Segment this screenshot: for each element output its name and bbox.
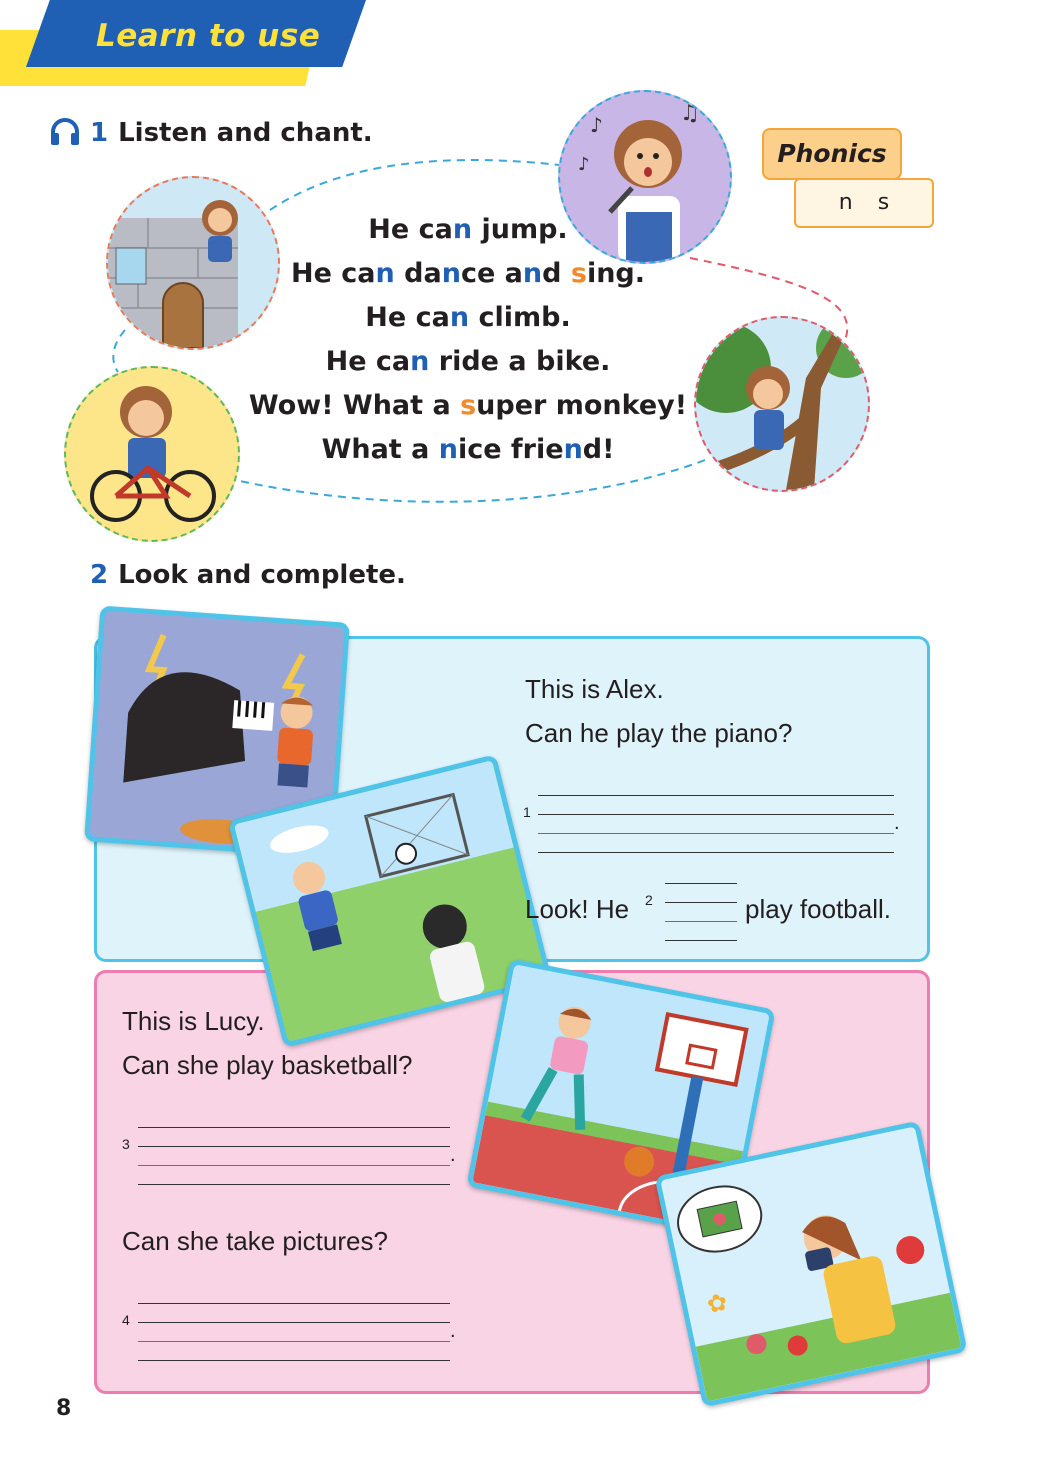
section1-number: 1 <box>90 118 109 148</box>
alex-intro: This is Alex. <box>525 674 664 704</box>
chant-line-3: He can climb. <box>365 302 571 333</box>
page-title: Learn to use <box>96 18 321 54</box>
answer-1-lines[interactable] <box>538 792 894 853</box>
answer-2-lines[interactable] <box>665 880 737 941</box>
lucy-question-pictures: Can she take pictures? <box>122 1226 388 1256</box>
chant-line-4: He can ride a bike. <box>325 346 611 377</box>
section2-number: 2 <box>90 560 109 590</box>
alex-question: Can he play the piano? <box>525 718 793 748</box>
lucy-question-basketball: Can she play basketball? <box>122 1050 413 1080</box>
phonics-sounds: n s <box>794 178 934 228</box>
svg-text:♪: ♪ <box>578 154 590 175</box>
answer-1-period: . <box>894 812 900 834</box>
section2-title: Look and complete. <box>118 560 406 590</box>
answer-4-period: . <box>450 1320 456 1342</box>
svg-text:♪: ♪ <box>590 113 603 137</box>
answer-1-number: 1 <box>523 804 531 820</box>
chant-line-1: He can jump. <box>368 214 568 245</box>
section1-title: Listen and chant. <box>118 118 373 148</box>
answer-4-lines[interactable] <box>138 1300 450 1361</box>
answer-3-lines[interactable] <box>138 1124 450 1185</box>
chant-text <box>248 208 688 472</box>
chant-line-2: He can dance and sing. <box>290 258 645 289</box>
chant-line-6: What a nice friend! <box>321 434 615 465</box>
section2-heading <box>90 560 406 590</box>
chant-line-5: Wow! What a super monkey! <box>248 390 688 421</box>
svg-text:✿: ✿ <box>704 1287 730 1320</box>
phonics-label: Phonics <box>762 128 902 180</box>
alex-football-prefix: Look! He <box>525 894 630 924</box>
monkey-riding-bike-image <box>64 366 240 542</box>
monkey-in-tree-image <box>694 316 870 492</box>
lucy-intro: This is Lucy. <box>122 1006 265 1036</box>
svg-text:♫: ♫ <box>680 101 700 126</box>
answer-3-number: 3 <box>122 1136 130 1152</box>
alex-football-suffix: play football. <box>745 894 891 924</box>
answer-2-number: 2 <box>645 892 653 908</box>
answer-3-period: . <box>450 1144 456 1166</box>
page-number: 8 <box>56 1396 72 1421</box>
answer-4-number: 4 <box>122 1312 130 1328</box>
